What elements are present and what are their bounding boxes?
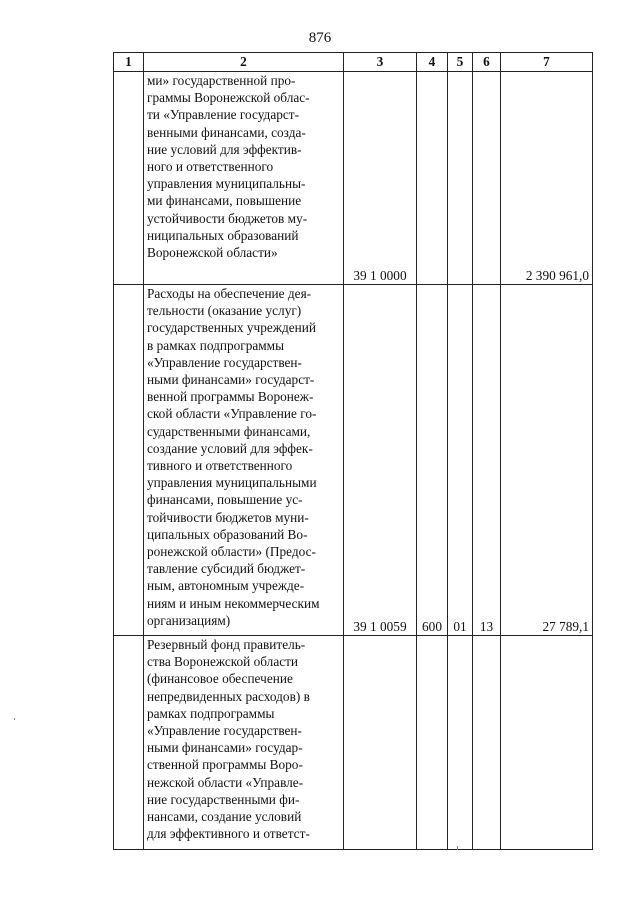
table-row [114, 636, 593, 850]
description-line: ственной программы Воро- [147, 757, 303, 773]
description-line: ным, автономным учрежде- [147, 578, 305, 594]
col4-cell [417, 636, 448, 850]
col4-cell: 600 [417, 285, 448, 636]
description-line: сударственными финансами, [147, 423, 311, 439]
description-line: венной программы Воронеж- [147, 389, 314, 405]
description-cell [144, 636, 344, 850]
table-row [114, 285, 593, 636]
table-row [114, 72, 593, 285]
code-cell: 39 1 0059 [344, 285, 417, 636]
description-line: тивного и ответственного [147, 458, 293, 474]
description-line: нежской области «Управле- [147, 774, 304, 790]
description-line: в рамках подпрограммы [147, 337, 285, 353]
description-line: Расходы на обеспечение дея- [147, 286, 312, 301]
row-index-cell [114, 72, 144, 285]
description-line: организациям) [147, 612, 231, 628]
row-index-cell [114, 285, 144, 636]
row-index-cell [114, 636, 144, 850]
description-cell [144, 72, 344, 285]
description-line: Резервный фонд правитель- [147, 637, 306, 652]
description-line: тавление субсидий бюджет- [147, 561, 306, 577]
description-line: создание условий для эффек- [147, 440, 313, 456]
description-line: ства Воронежской области [147, 654, 299, 670]
description-line: управления муниципальными [147, 475, 317, 491]
description-line: финансами, повышение ус- [147, 492, 303, 508]
description-line: ми финансами, повышение [147, 193, 302, 209]
description-line: государственных учреждений [147, 320, 316, 336]
col4-cell [417, 72, 448, 285]
col6-cell [473, 636, 501, 850]
description-line: ниципальных образований [147, 227, 299, 243]
description-line: ципальных образований Во- [147, 526, 308, 542]
description-line: непредвиденных расходов) в [147, 688, 310, 704]
description-line: рамках подпрограммы [147, 705, 275, 721]
description-line: ными финансами» государ- [147, 740, 303, 756]
description-line: ние государственными фи- [147, 791, 300, 807]
description-line: для эффективного и ответст- [147, 826, 310, 842]
code-cell [344, 636, 417, 850]
scan-speck [457, 846, 458, 850]
amount-cell [501, 636, 593, 850]
amount-cell: 27 789,1 [501, 285, 593, 636]
description-line: ного и ответственного [147, 159, 274, 175]
column-header-3: 3 [344, 53, 417, 72]
description-line: ти «Управление государст- [147, 107, 300, 123]
col5-cell: 01 [448, 285, 473, 636]
col5-cell [448, 636, 473, 850]
code-cell: 39 1 0000 [344, 72, 417, 285]
description-line: устойчивости бюджетов му- [147, 210, 308, 226]
amount-cell: 2 390 961,0 [501, 72, 593, 285]
col5-cell [448, 72, 473, 285]
description-line: ниям и иным некоммерческим [147, 595, 320, 611]
column-header-5: 5 [448, 53, 473, 72]
description-line: ными финансами» государст- [147, 372, 315, 388]
description-line: Воронежской области» [147, 245, 278, 261]
description-cell [144, 285, 344, 636]
column-header-1: 1 [114, 53, 144, 72]
description-line: «Управление государствен- [147, 354, 302, 370]
description-line: (финансовое обеспечение [147, 671, 293, 687]
column-header-4: 4 [417, 53, 448, 72]
col6-cell: 13 [473, 285, 501, 636]
col6-cell [473, 72, 501, 285]
page-number: 876 [308, 30, 332, 46]
description-line: нансами, создание условий [147, 809, 302, 825]
description-line: ронежской области» (Предос- [147, 544, 316, 560]
description-line: ми» государственной про- [147, 73, 296, 88]
budget-table [113, 52, 593, 850]
description-line: «Управление государствен- [147, 723, 302, 739]
column-header-2: 2 [144, 53, 344, 72]
scan-speck [14, 718, 15, 720]
description-line: ской области «Управление го- [147, 406, 317, 422]
description-line: венными финансами, созда- [147, 124, 306, 140]
description-line: тойчивости бюджетов муни- [147, 509, 309, 525]
column-header-6: 6 [473, 53, 501, 72]
description-line: тельности (оказание услуг) [147, 303, 302, 319]
description-line: граммы Воронежской облас- [147, 90, 310, 106]
description-line: управления муниципальны- [147, 176, 306, 192]
header-row [114, 53, 593, 72]
description-line: ние условий для эффектив- [147, 141, 302, 157]
column-header-7: 7 [501, 53, 593, 72]
